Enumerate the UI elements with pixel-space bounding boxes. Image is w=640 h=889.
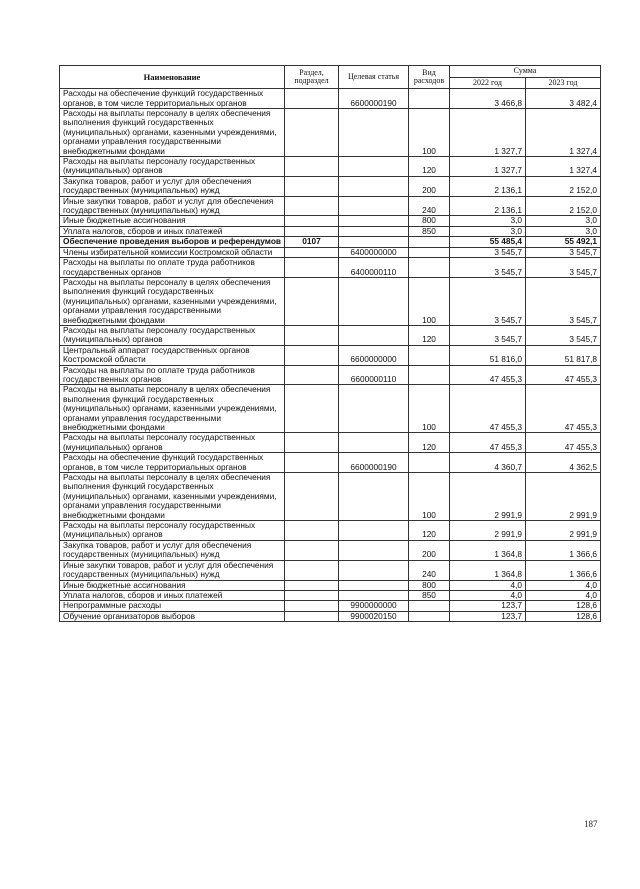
cell-target xyxy=(339,176,409,196)
table-row xyxy=(60,540,601,560)
cell-2023: 1 366,6 xyxy=(526,560,601,580)
cell-2023: 128,6 xyxy=(526,611,601,621)
cell-target: 9900000000 xyxy=(339,601,409,611)
cell-2023: 4,0 xyxy=(526,590,601,600)
cell-target: 9900020150 xyxy=(339,611,409,621)
cell-section xyxy=(285,109,339,157)
cell-2023: 1 327,4 xyxy=(526,109,601,157)
cell-section xyxy=(285,365,339,385)
cell-2023: 51 817,8 xyxy=(526,345,601,365)
table-row xyxy=(60,157,601,177)
cell-kind xyxy=(409,365,450,385)
cell-2023: 1 366,6 xyxy=(526,540,601,560)
cell-2023: 3,0 xyxy=(526,216,601,226)
cell-2023: 128,6 xyxy=(526,601,601,611)
cell-2023: 2 991,9 xyxy=(526,473,601,521)
table-row xyxy=(60,580,601,590)
table-row xyxy=(60,325,601,345)
cell-2022: 1 364,8 xyxy=(450,540,526,560)
cell-2022: 123,7 xyxy=(450,611,526,621)
cell-2023: 47 455,3 xyxy=(526,385,601,433)
table-row xyxy=(60,237,601,247)
cell-target xyxy=(339,580,409,590)
cell-target xyxy=(339,277,409,325)
cell-2022: 51 816,0 xyxy=(450,345,526,365)
table-body xyxy=(60,89,601,622)
table-row xyxy=(60,601,601,611)
cell-name: Обеспечение проведения выборов и референдумов xyxy=(60,237,285,247)
cell-target xyxy=(339,560,409,580)
cell-name: Расходы на выплаты персоналу государственных (муниципальных) органов xyxy=(60,325,285,345)
table-row xyxy=(60,277,601,325)
cell-kind: 850 xyxy=(409,226,450,236)
cell-kind xyxy=(409,453,450,473)
cell-2022: 1 327,7 xyxy=(450,157,526,177)
cell-target xyxy=(339,473,409,521)
cell-2022: 3 545,7 xyxy=(450,247,526,257)
cell-2022: 3 545,7 xyxy=(450,258,526,278)
cell-name: Закупка товаров, работ и услуг для обеспечения государственных (муниципальных) нужд xyxy=(60,176,285,196)
cell-section xyxy=(285,226,339,236)
cell-2022: 47 455,3 xyxy=(450,385,526,433)
cell-2022: 3 545,7 xyxy=(450,277,526,325)
cell-section xyxy=(285,157,339,177)
cell-name: Расходы на выплаты по оплате труда работников государственных органов xyxy=(60,365,285,385)
cell-2023: 47 455,3 xyxy=(526,365,601,385)
header-name: Наименование xyxy=(60,66,285,89)
cell-2022: 47 455,3 xyxy=(450,433,526,453)
table-row xyxy=(60,385,601,433)
table-row xyxy=(60,365,601,385)
cell-target xyxy=(339,196,409,216)
cell-name: Расходы на выплаты персоналу в целях обеспечения выполнения функций государственных (муниципальных) органами, казенными учреждениями, органами управления государственными внебюджетными фондами xyxy=(60,277,285,325)
cell-2023: 4 362,5 xyxy=(526,453,601,473)
cell-name: Непрограммные расходы xyxy=(60,601,285,611)
header-2022: 2022 год xyxy=(450,77,526,89)
table-row xyxy=(60,453,601,473)
cell-name: Иные закупки товаров, работ и услуг для обеспечения государственных (муниципальных) нужд xyxy=(60,560,285,580)
table-row xyxy=(60,590,601,600)
cell-name: Иные бюджетные ассигнования xyxy=(60,580,285,590)
cell-section xyxy=(285,560,339,580)
cell-target xyxy=(339,433,409,453)
cell-kind: 120 xyxy=(409,157,450,177)
cell-kind: 200 xyxy=(409,176,450,196)
cell-name: Расходы на выплаты по оплате труда работников государственных органов xyxy=(60,258,285,278)
cell-2022: 2 136,1 xyxy=(450,196,526,216)
cell-2022: 55 485,4 xyxy=(450,237,526,247)
cell-2022: 4,0 xyxy=(450,590,526,600)
cell-name: Закупка товаров, работ и услуг для обеспечения государственных (муниципальных) нужд xyxy=(60,540,285,560)
cell-target: 6600000190 xyxy=(339,453,409,473)
table-row xyxy=(60,196,601,216)
table-row xyxy=(60,247,601,257)
table-row xyxy=(60,176,601,196)
cell-kind xyxy=(409,258,450,278)
cell-name: Расходы на обеспечение функций государственных органов, в том числе территориальных органов xyxy=(60,89,285,109)
cell-2022: 3 545,7 xyxy=(450,325,526,345)
cell-section xyxy=(285,473,339,521)
cell-kind: 850 xyxy=(409,590,450,600)
cell-section xyxy=(285,89,339,109)
header-kind: Вид расходов xyxy=(409,66,450,89)
cell-target: 6400000110 xyxy=(339,258,409,278)
cell-name: Расходы на выплаты персоналу в целях обеспечения выполнения функций государственных (муниципальных) органами, казенными учреждениями, органами управления государственными внебюджетными фондами xyxy=(60,385,285,433)
table-row xyxy=(60,521,601,541)
cell-section xyxy=(285,590,339,600)
cell-section: 0107 xyxy=(285,237,339,247)
cell-2023: 3 545,7 xyxy=(526,277,601,325)
cell-name: Уплата налогов, сборов и иных платежей xyxy=(60,590,285,600)
cell-kind xyxy=(409,601,450,611)
cell-2023: 1 327,4 xyxy=(526,157,601,177)
cell-kind: 120 xyxy=(409,521,450,541)
cell-name: Иные бюджетные ассигнования xyxy=(60,216,285,226)
budget-table xyxy=(59,65,601,622)
table-row xyxy=(60,611,601,621)
cell-target xyxy=(339,325,409,345)
cell-name: Расходы на выплаты персоналу в целях обеспечения выполнения функций государственных (муниципальных) органами, казенными учреждениями, органами управления государственными внебюджетными фондами xyxy=(60,473,285,521)
cell-section xyxy=(285,453,339,473)
cell-target: 6600000000 xyxy=(339,345,409,365)
cell-kind: 240 xyxy=(409,196,450,216)
cell-2023: 3 545,7 xyxy=(526,247,601,257)
cell-kind xyxy=(409,611,450,621)
cell-kind: 100 xyxy=(409,385,450,433)
cell-name: Центральный аппарат государственных органов Костромской области xyxy=(60,345,285,365)
cell-name: Обучение организаторов выборов xyxy=(60,611,285,621)
header-sum: Сумма xyxy=(450,66,601,78)
cell-section xyxy=(285,433,339,453)
page-number: 187 xyxy=(584,819,598,829)
cell-section xyxy=(285,580,339,590)
cell-kind xyxy=(409,89,450,109)
cell-target xyxy=(339,157,409,177)
table-row xyxy=(60,433,601,453)
cell-2023: 3,0 xyxy=(526,226,601,236)
table-row xyxy=(60,109,601,157)
cell-2022: 2 991,9 xyxy=(450,473,526,521)
cell-name: Уплата налогов, сборов и иных платежей xyxy=(60,226,285,236)
cell-kind: 100 xyxy=(409,109,450,157)
cell-kind: 200 xyxy=(409,540,450,560)
cell-name: Расходы на выплаты персоналу в целях обеспечения выполнения функций государственных (муниципальных) органами, казенными учреждениями, органами управления государственными внебюджетными фондами xyxy=(60,109,285,157)
table-row xyxy=(60,473,601,521)
cell-2022: 1 364,8 xyxy=(450,560,526,580)
cell-2022: 2 991,9 xyxy=(450,521,526,541)
cell-target: 6600000110 xyxy=(339,365,409,385)
cell-2022: 4,0 xyxy=(450,580,526,590)
cell-section xyxy=(285,176,339,196)
cell-2023: 55 492,1 xyxy=(526,237,601,247)
cell-name: Расходы на выплаты персоналу государственных (муниципальных) органов xyxy=(60,433,285,453)
cell-2022: 1 327,7 xyxy=(450,109,526,157)
cell-target: 6600000190 xyxy=(339,89,409,109)
cell-section xyxy=(285,521,339,541)
table-row xyxy=(60,258,601,278)
cell-kind: 800 xyxy=(409,216,450,226)
cell-2023: 4,0 xyxy=(526,580,601,590)
cell-name: Расходы на обеспечение функций государственных органов, в том числе территориальных органов xyxy=(60,453,285,473)
cell-2023: 47 455,3 xyxy=(526,433,601,453)
cell-section xyxy=(285,385,339,433)
cell-target xyxy=(339,216,409,226)
cell-target xyxy=(339,109,409,157)
cell-2022: 2 136,1 xyxy=(450,176,526,196)
cell-section xyxy=(285,325,339,345)
cell-2023: 3 545,7 xyxy=(526,258,601,278)
header-section: Раздел, подраздел xyxy=(285,66,339,89)
cell-2022: 4 360,7 xyxy=(450,453,526,473)
cell-section xyxy=(285,345,339,365)
cell-section xyxy=(285,258,339,278)
cell-kind xyxy=(409,345,450,365)
cell-target xyxy=(339,590,409,600)
cell-name: Члены избирательной комиссии Костромской области xyxy=(60,247,285,257)
table-row xyxy=(60,345,601,365)
cell-2022: 47 455,3 xyxy=(450,365,526,385)
cell-target xyxy=(339,540,409,560)
cell-kind: 240 xyxy=(409,560,450,580)
cell-2022: 3,0 xyxy=(450,216,526,226)
cell-target xyxy=(339,385,409,433)
cell-name: Иные закупки товаров, работ и услуг для обеспечения государственных (муниципальных) нужд xyxy=(60,196,285,216)
cell-section xyxy=(285,196,339,216)
table-row xyxy=(60,89,601,109)
cell-section xyxy=(285,247,339,257)
header-2023: 2023 год xyxy=(526,77,601,89)
cell-kind: 120 xyxy=(409,433,450,453)
cell-section xyxy=(285,601,339,611)
cell-target xyxy=(339,226,409,236)
cell-kind xyxy=(409,247,450,257)
cell-section xyxy=(285,216,339,226)
cell-kind: 100 xyxy=(409,473,450,521)
cell-2022: 3 466,8 xyxy=(450,89,526,109)
cell-2023: 2 152,0 xyxy=(526,176,601,196)
header-target: Целевая статья xyxy=(339,66,409,89)
table-row xyxy=(60,226,601,236)
table-row xyxy=(60,216,601,226)
table-header xyxy=(60,66,601,89)
cell-kind: 100 xyxy=(409,277,450,325)
cell-2023: 2 991,9 xyxy=(526,521,601,541)
cell-2022: 3,0 xyxy=(450,226,526,236)
cell-kind: 800 xyxy=(409,580,450,590)
cell-target xyxy=(339,521,409,541)
cell-name: Расходы на выплаты персоналу государственных (муниципальных) органов xyxy=(60,521,285,541)
cell-section xyxy=(285,277,339,325)
cell-section xyxy=(285,540,339,560)
cell-2023: 3 482,4 xyxy=(526,89,601,109)
table-row xyxy=(60,560,601,580)
cell-name: Расходы на выплаты персоналу государственных (муниципальных) органов xyxy=(60,157,285,177)
cell-kind: 120 xyxy=(409,325,450,345)
cell-2022: 123,7 xyxy=(450,601,526,611)
cell-kind xyxy=(409,237,450,247)
cell-target xyxy=(339,237,409,247)
cell-section xyxy=(285,611,339,621)
cell-target: 6400000000 xyxy=(339,247,409,257)
cell-2023: 3 545,7 xyxy=(526,325,601,345)
cell-2023: 2 152,0 xyxy=(526,196,601,216)
